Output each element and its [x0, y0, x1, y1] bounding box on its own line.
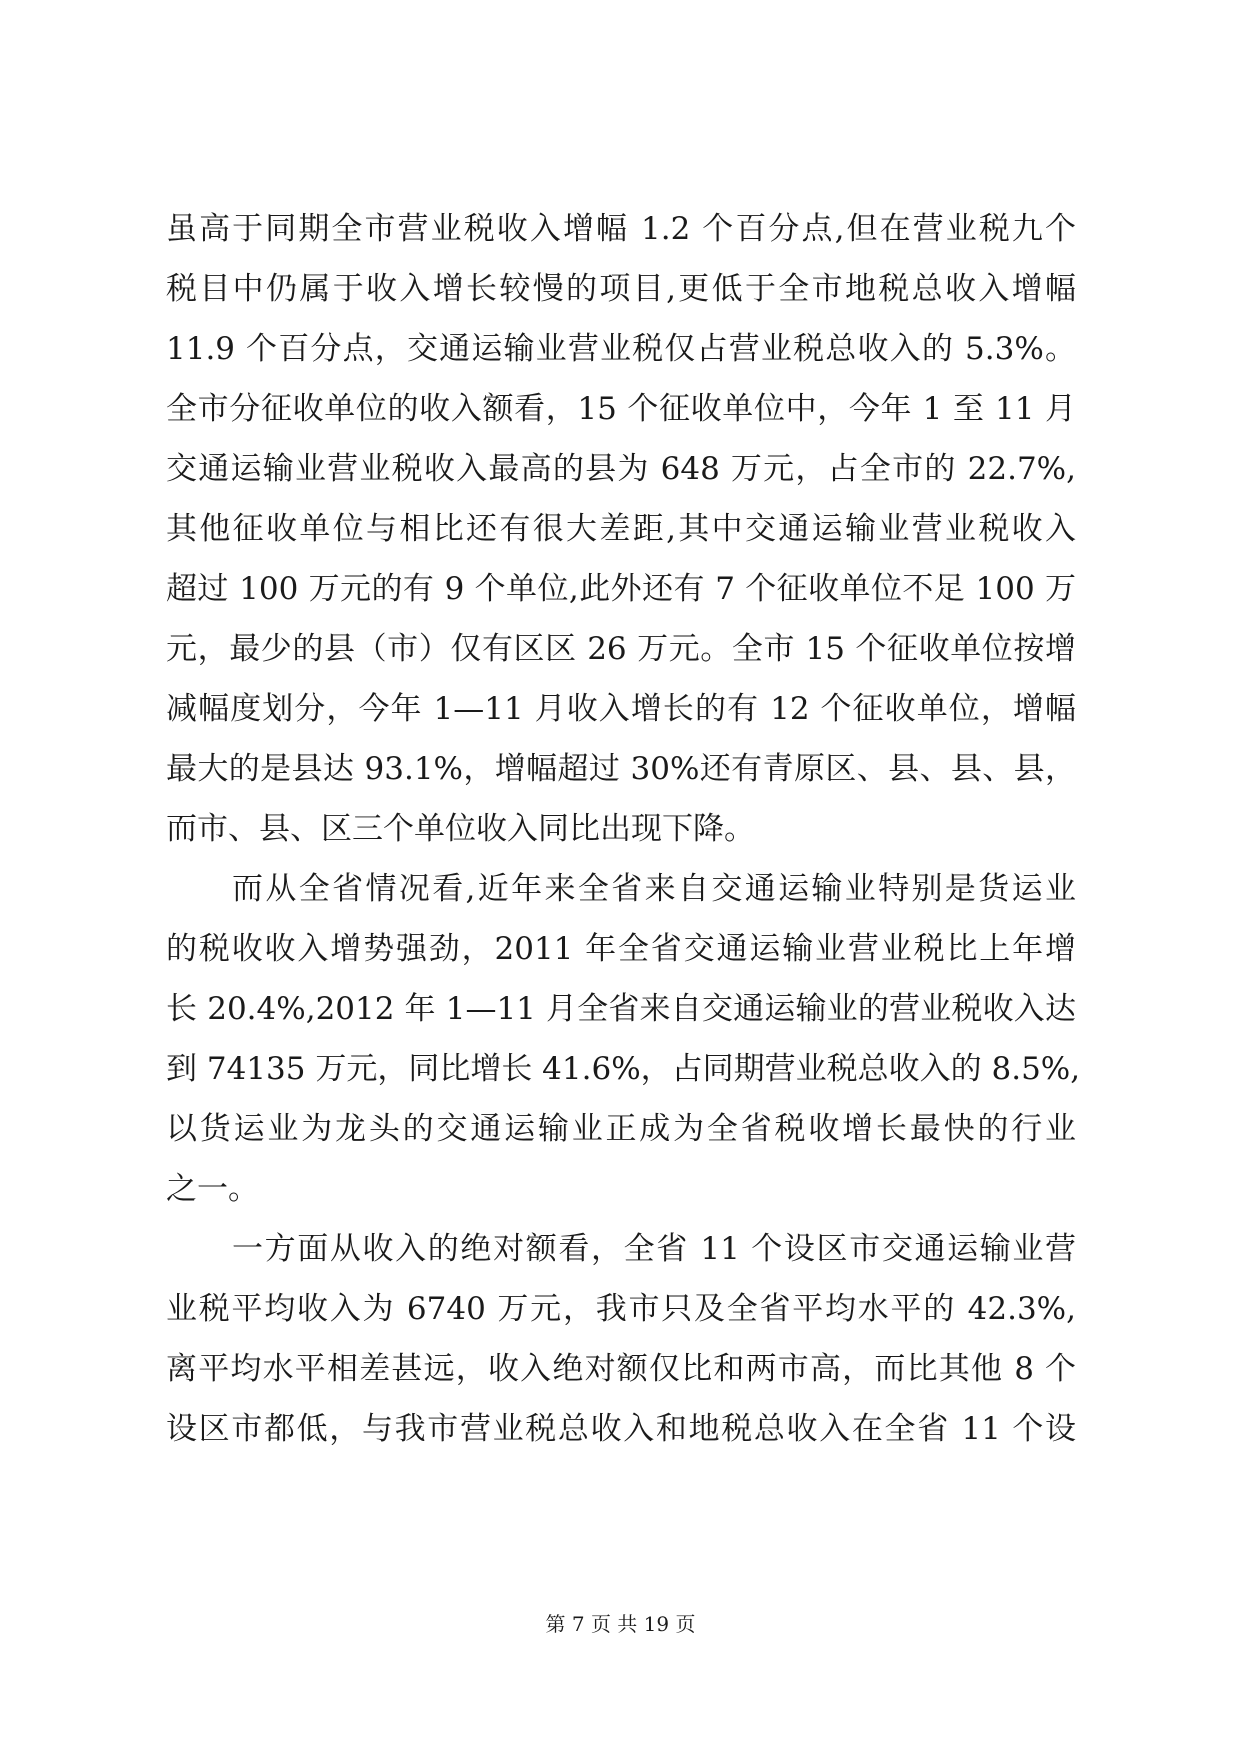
text-line: 设区市都低，与我市营业税总收入和地税总收入在全省 11 个设 [166, 1411, 1076, 1447]
text-line: 全市分征收单位的收入额看，15 个征收单位中，今年 1 至 11 月 [166, 391, 1076, 427]
text-line: 以货运业为龙头的交通运输业正成为全省税收增长最快的行业 [166, 1111, 1076, 1147]
text-line: 离平均水平相差甚远，收入绝对额仅比和两市高，而比其他 8 个 [166, 1351, 1076, 1387]
paragraph-first-line: 一方面从收入的绝对额看，全省 11 个设区市交通运输业营 [232, 1231, 1076, 1267]
text-line: 虽高于同期全市营业税收入增幅 1.2 个百分点,但在营业税九个 [166, 211, 1076, 247]
page-number-footer: 第 7 页 共 19 页 [545, 1612, 696, 1636]
text-line: 最大的是县达 93.1%，增幅超过 30%还有青原区、县、县、县， [166, 751, 1076, 787]
paragraph-first-line: 而从全省情况看,近年来全省来自交通运输业特别是货运业 [232, 871, 1076, 907]
text-line: 11.9 个百分点，交通运输业营业税仅占营业税总收入的 5.3%。 [166, 331, 1076, 367]
text-line: 业税平均收入为 6740 万元，我市只及全省平均水平的 42.3%, [166, 1291, 1076, 1327]
text-line: 超过 100 万元的有 9 个单位,此外还有 7 个征收单位不足 100 万 [166, 571, 1076, 607]
text-line: 税目中仍属于收入增长较慢的项目,更低于全市地税总收入增幅 [166, 271, 1076, 307]
text-line: 之一。 [166, 1171, 259, 1207]
text-line: 减幅度划分，今年 1—11 月收入增长的有 12 个征收单位，增幅 [166, 691, 1076, 727]
text-line: 长 20.4%,2012 年 1—11 月全省来自交通运输业的营业税收入达 [166, 991, 1076, 1027]
text-line: 交通运输业营业税收入最高的县为 648 万元，占全市的 22.7%, [166, 451, 1076, 487]
text-line: 元，最少的县（市）仅有区区 26 万元。全市 15 个征收单位按增 [166, 631, 1076, 667]
text-line: 其他征收单位与相比还有很大差距,其中交通运输业营业税收入 [166, 511, 1076, 547]
text-line: 到 74135 万元，同比增长 41.6%，占同期营业税总收入的 8.5%, [166, 1051, 1081, 1087]
text-line: 而市、县、区三个单位收入同比出现下降。 [166, 811, 755, 847]
text-line: 的税收收入增势强劲，2011 年全省交通运输业营业税比上年增 [166, 931, 1076, 967]
